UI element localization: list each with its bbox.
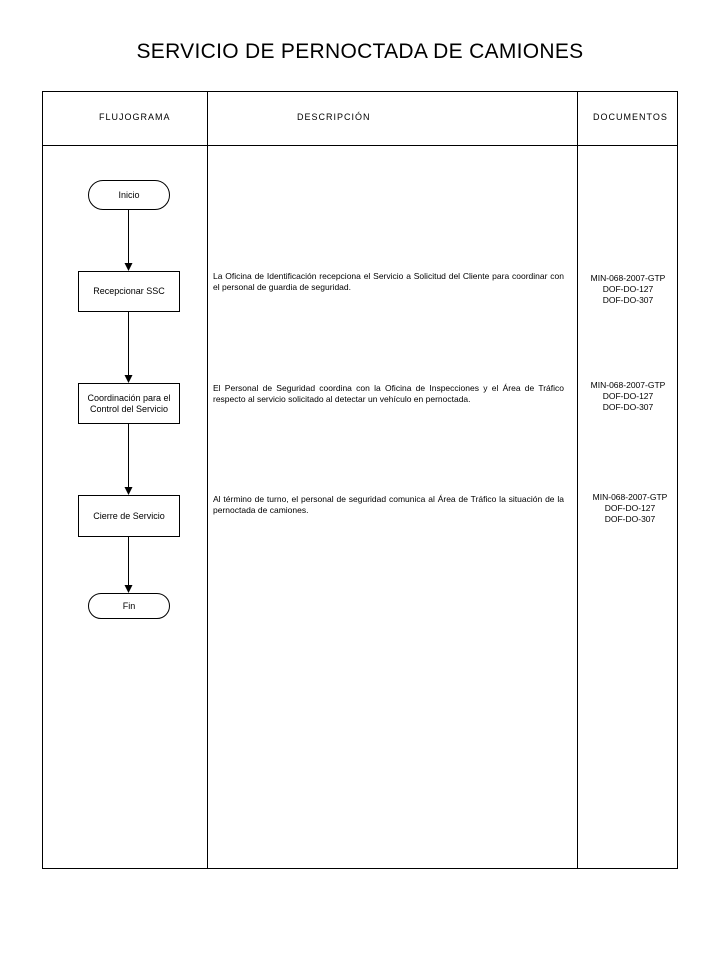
process-coordinacion bbox=[79, 384, 179, 423]
document-code: DOF-DO-307 bbox=[602, 402, 654, 412]
document-code: DOF-DO-127 bbox=[604, 503, 656, 513]
document-code: MIN-068-2007-GTP bbox=[590, 273, 666, 283]
document-code: DOF-DO-127 bbox=[602, 391, 654, 401]
document-code: MIN-068-2007-GTP bbox=[590, 380, 666, 390]
step-1-description: La Oficina de Identificación recepciona el Servicio a Solicitud del Cliente para coordinar con el personal de guardia de seguridad. bbox=[213, 271, 564, 292]
process-coordinacion-line1: Coordinación para el bbox=[87, 392, 171, 403]
process-recepcionar-ssc: Recepcionar SSC bbox=[93, 286, 165, 296]
step-2-description: El Personal de Seguridad coordina con la Oficina de Inspecciones y el Área de Tráfico respecto al servicio solicitado al detectar un vehículo en pernoctada. bbox=[213, 383, 564, 404]
step-3-description: Al término de turno, el personal de seguridad comunica al Área de Tráfico la situación de la pernoctada de camiones. bbox=[213, 494, 564, 515]
document-code: DOF-DO-307 bbox=[602, 295, 654, 305]
step-3-documents bbox=[580, 492, 680, 525]
header-flujograma: FLUJOGRAMA bbox=[99, 112, 171, 122]
process-coordinacion-line2: Control del Servicio bbox=[89, 403, 169, 414]
step-1-documents bbox=[578, 273, 678, 306]
header-descripcion: DESCRIPCIÓN bbox=[297, 112, 371, 122]
document-code: DOF-DO-307 bbox=[604, 514, 656, 524]
document-code: DOF-DO-127 bbox=[602, 284, 654, 294]
header-documentos: DOCUMENTOS bbox=[593, 112, 668, 122]
start-node: Inicio bbox=[118, 189, 140, 200]
end-node: Fin bbox=[122, 600, 136, 611]
step-2-documents bbox=[578, 380, 678, 413]
process-cierre-servicio: Cierre de Servicio bbox=[93, 510, 165, 521]
page-title: SERVICIO DE PERNOCTADA DE CAMIONES bbox=[136, 40, 584, 63]
document-code: MIN-068-2007-GTP bbox=[592, 492, 668, 502]
